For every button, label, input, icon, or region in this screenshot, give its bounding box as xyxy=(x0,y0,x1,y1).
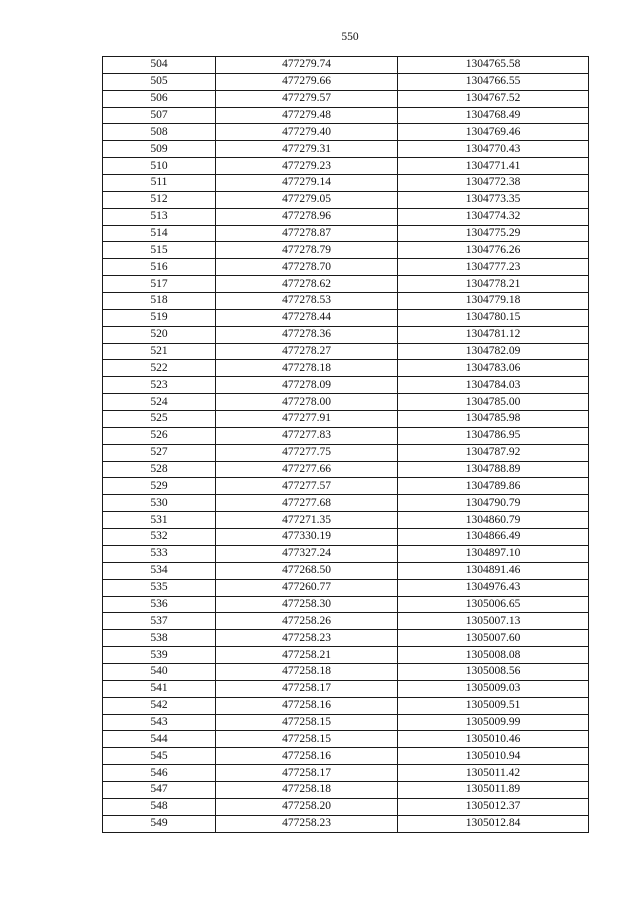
cell-y-coordinate: 1304770.43 xyxy=(398,141,589,158)
cell-y-coordinate: 1304768.49 xyxy=(398,107,589,124)
table-row xyxy=(103,394,589,411)
table-row xyxy=(103,579,589,596)
cell-point-number: 538 xyxy=(103,630,216,647)
table-row xyxy=(103,478,589,495)
cell-x-coordinate: 477258.18 xyxy=(216,781,398,798)
cell-point-number: 548 xyxy=(103,798,216,815)
cell-point-number: 510 xyxy=(103,158,216,175)
cell-point-number: 523 xyxy=(103,377,216,394)
table-row xyxy=(103,90,589,107)
cell-x-coordinate: 477279.48 xyxy=(216,107,398,124)
table-row xyxy=(103,512,589,529)
cell-y-coordinate: 1305009.51 xyxy=(398,697,589,714)
cell-point-number: 524 xyxy=(103,394,216,411)
cell-y-coordinate: 1304781.12 xyxy=(398,326,589,343)
cell-y-coordinate: 1304774.32 xyxy=(398,208,589,225)
table-row xyxy=(103,529,589,546)
cell-x-coordinate: 477277.83 xyxy=(216,427,398,444)
cell-x-coordinate: 477278.18 xyxy=(216,360,398,377)
cell-y-coordinate: 1304860.79 xyxy=(398,512,589,529)
cell-x-coordinate: 477278.44 xyxy=(216,309,398,326)
cell-point-number: 520 xyxy=(103,326,216,343)
cell-y-coordinate: 1304897.10 xyxy=(398,545,589,562)
table-row xyxy=(103,225,589,242)
cell-x-coordinate: 477258.16 xyxy=(216,697,398,714)
cell-x-coordinate: 477268.50 xyxy=(216,562,398,579)
cell-y-coordinate: 1304785.00 xyxy=(398,394,589,411)
cell-point-number: 516 xyxy=(103,259,216,276)
table-row xyxy=(103,124,589,141)
cell-point-number: 517 xyxy=(103,276,216,293)
cell-point-number: 515 xyxy=(103,242,216,259)
cell-y-coordinate: 1305010.46 xyxy=(398,731,589,748)
cell-y-coordinate: 1305008.56 xyxy=(398,663,589,680)
table-row xyxy=(103,613,589,630)
cell-x-coordinate: 477279.31 xyxy=(216,141,398,158)
page-number: 550 xyxy=(341,31,359,43)
table-row xyxy=(103,242,589,259)
cell-y-coordinate: 1304766.55 xyxy=(398,73,589,90)
table-row xyxy=(103,377,589,394)
cell-x-coordinate: 477278.70 xyxy=(216,259,398,276)
cell-x-coordinate: 477278.00 xyxy=(216,394,398,411)
cell-x-coordinate: 477258.30 xyxy=(216,596,398,613)
cell-point-number: 519 xyxy=(103,309,216,326)
table-row xyxy=(103,107,589,124)
table-row xyxy=(103,175,589,192)
table-row xyxy=(103,141,589,158)
cell-point-number: 508 xyxy=(103,124,216,141)
cell-x-coordinate: 477258.23 xyxy=(216,630,398,647)
cell-point-number: 542 xyxy=(103,697,216,714)
cell-y-coordinate: 1304783.06 xyxy=(398,360,589,377)
table-row xyxy=(103,680,589,697)
cell-x-coordinate: 477258.23 xyxy=(216,815,398,832)
table-row xyxy=(103,495,589,512)
cell-x-coordinate: 477258.21 xyxy=(216,647,398,664)
cell-y-coordinate: 1304787.92 xyxy=(398,444,589,461)
cell-y-coordinate: 1305006.65 xyxy=(398,596,589,613)
cell-x-coordinate: 477277.68 xyxy=(216,495,398,512)
cell-x-coordinate: 477279.66 xyxy=(216,73,398,90)
cell-x-coordinate: 477279.57 xyxy=(216,90,398,107)
cell-point-number: 536 xyxy=(103,596,216,613)
table-row xyxy=(103,663,589,680)
table-row xyxy=(103,630,589,647)
cell-point-number: 541 xyxy=(103,680,216,697)
cell-y-coordinate: 1304785.98 xyxy=(398,411,589,428)
cell-y-coordinate: 1304776.26 xyxy=(398,242,589,259)
cell-x-coordinate: 477277.91 xyxy=(216,411,398,428)
table-row xyxy=(103,208,589,225)
table-row xyxy=(103,73,589,90)
table-row xyxy=(103,191,589,208)
coordinates-table-body xyxy=(103,57,589,833)
table-row xyxy=(103,815,589,832)
cell-x-coordinate: 477278.27 xyxy=(216,343,398,360)
cell-point-number: 544 xyxy=(103,731,216,748)
table-row xyxy=(103,411,589,428)
cell-x-coordinate: 477278.87 xyxy=(216,225,398,242)
cell-y-coordinate: 1304780.15 xyxy=(398,309,589,326)
cell-y-coordinate: 1305010.94 xyxy=(398,748,589,765)
cell-y-coordinate: 1304772.38 xyxy=(398,175,589,192)
cell-point-number: 529 xyxy=(103,478,216,495)
cell-x-coordinate: 477278.53 xyxy=(216,293,398,310)
cell-point-number: 531 xyxy=(103,512,216,529)
cell-x-coordinate: 477278.09 xyxy=(216,377,398,394)
cell-point-number: 504 xyxy=(103,57,216,74)
cell-y-coordinate: 1304773.35 xyxy=(398,191,589,208)
cell-point-number: 546 xyxy=(103,765,216,782)
cell-point-number: 527 xyxy=(103,444,216,461)
table-row xyxy=(103,427,589,444)
cell-point-number: 532 xyxy=(103,529,216,546)
cell-point-number: 530 xyxy=(103,495,216,512)
table-row xyxy=(103,731,589,748)
cell-point-number: 535 xyxy=(103,579,216,596)
table-row xyxy=(103,276,589,293)
table-row xyxy=(103,360,589,377)
cell-y-coordinate: 1305012.37 xyxy=(398,798,589,815)
cell-x-coordinate: 477278.79 xyxy=(216,242,398,259)
cell-point-number: 507 xyxy=(103,107,216,124)
table-row xyxy=(103,343,589,360)
cell-x-coordinate: 477279.40 xyxy=(216,124,398,141)
cell-y-coordinate: 1304778.21 xyxy=(398,276,589,293)
cell-x-coordinate: 477277.75 xyxy=(216,444,398,461)
table-row xyxy=(103,158,589,175)
table-row xyxy=(103,781,589,798)
cell-point-number: 533 xyxy=(103,545,216,562)
cell-y-coordinate: 1304866.49 xyxy=(398,529,589,546)
cell-point-number: 511 xyxy=(103,175,216,192)
cell-y-coordinate: 1305008.08 xyxy=(398,647,589,664)
table-row xyxy=(103,57,589,74)
cell-x-coordinate: 477279.05 xyxy=(216,191,398,208)
cell-point-number: 518 xyxy=(103,293,216,310)
cell-y-coordinate: 1305007.13 xyxy=(398,613,589,630)
cell-point-number: 528 xyxy=(103,461,216,478)
cell-x-coordinate: 477277.57 xyxy=(216,478,398,495)
cell-x-coordinate: 477279.14 xyxy=(216,175,398,192)
cell-x-coordinate: 477279.74 xyxy=(216,57,398,74)
cell-y-coordinate: 1305009.99 xyxy=(398,714,589,731)
cell-x-coordinate: 477258.26 xyxy=(216,613,398,630)
table-row xyxy=(103,309,589,326)
cell-y-coordinate: 1304771.41 xyxy=(398,158,589,175)
cell-y-coordinate: 1304976.43 xyxy=(398,579,589,596)
cell-x-coordinate: 477258.15 xyxy=(216,714,398,731)
cell-point-number: 509 xyxy=(103,141,216,158)
cell-y-coordinate: 1304789.86 xyxy=(398,478,589,495)
cell-y-coordinate: 1304775.29 xyxy=(398,225,589,242)
table-row xyxy=(103,444,589,461)
cell-y-coordinate: 1305011.89 xyxy=(398,781,589,798)
cell-point-number: 539 xyxy=(103,647,216,664)
cell-y-coordinate: 1305009.03 xyxy=(398,680,589,697)
cell-point-number: 522 xyxy=(103,360,216,377)
cell-y-coordinate: 1304765.58 xyxy=(398,57,589,74)
cell-y-coordinate: 1304782.09 xyxy=(398,343,589,360)
table-row xyxy=(103,596,589,613)
cell-point-number: 521 xyxy=(103,343,216,360)
cell-x-coordinate: 477258.17 xyxy=(216,680,398,697)
coordinates-table xyxy=(102,56,589,833)
cell-point-number: 545 xyxy=(103,748,216,765)
cell-x-coordinate: 477258.18 xyxy=(216,663,398,680)
cell-point-number: 534 xyxy=(103,562,216,579)
table-row xyxy=(103,461,589,478)
cell-point-number: 537 xyxy=(103,613,216,630)
cell-y-coordinate: 1304790.79 xyxy=(398,495,589,512)
cell-x-coordinate: 477258.15 xyxy=(216,731,398,748)
table-row xyxy=(103,748,589,765)
cell-y-coordinate: 1304777.23 xyxy=(398,259,589,276)
table-row xyxy=(103,647,589,664)
cell-y-coordinate: 1304786.95 xyxy=(398,427,589,444)
table-row xyxy=(103,293,589,310)
cell-point-number: 540 xyxy=(103,663,216,680)
cell-y-coordinate: 1305011.42 xyxy=(398,765,589,782)
cell-x-coordinate: 477271.35 xyxy=(216,512,398,529)
cell-point-number: 512 xyxy=(103,191,216,208)
table-row xyxy=(103,545,589,562)
cell-y-coordinate: 1304769.46 xyxy=(398,124,589,141)
cell-point-number: 547 xyxy=(103,781,216,798)
cell-x-coordinate: 477260.77 xyxy=(216,579,398,596)
cell-point-number: 526 xyxy=(103,427,216,444)
cell-y-coordinate: 1304779.18 xyxy=(398,293,589,310)
cell-point-number: 514 xyxy=(103,225,216,242)
cell-y-coordinate: 1304767.52 xyxy=(398,90,589,107)
cell-point-number: 513 xyxy=(103,208,216,225)
table-row xyxy=(103,697,589,714)
cell-x-coordinate: 477279.23 xyxy=(216,158,398,175)
cell-x-coordinate: 477277.66 xyxy=(216,461,398,478)
cell-point-number: 506 xyxy=(103,90,216,107)
cell-x-coordinate: 477327.24 xyxy=(216,545,398,562)
cell-x-coordinate: 477278.36 xyxy=(216,326,398,343)
cell-x-coordinate: 477258.17 xyxy=(216,765,398,782)
cell-point-number: 549 xyxy=(103,815,216,832)
cell-y-coordinate: 1304784.03 xyxy=(398,377,589,394)
cell-y-coordinate: 1305007.60 xyxy=(398,630,589,647)
cell-x-coordinate: 477278.96 xyxy=(216,208,398,225)
cell-x-coordinate: 477258.20 xyxy=(216,798,398,815)
table-row xyxy=(103,326,589,343)
cell-point-number: 525 xyxy=(103,411,216,428)
cell-point-number: 505 xyxy=(103,73,216,90)
cell-point-number: 543 xyxy=(103,714,216,731)
table-row xyxy=(103,714,589,731)
cell-x-coordinate: 477278.62 xyxy=(216,276,398,293)
cell-y-coordinate: 1304788.89 xyxy=(398,461,589,478)
table-row xyxy=(103,765,589,782)
cell-y-coordinate: 1305012.84 xyxy=(398,815,589,832)
cell-y-coordinate: 1304891.46 xyxy=(398,562,589,579)
table-row xyxy=(103,259,589,276)
cell-x-coordinate: 477258.16 xyxy=(216,748,398,765)
table-row xyxy=(103,798,589,815)
table-row xyxy=(103,562,589,579)
cell-x-coordinate: 477330.19 xyxy=(216,529,398,546)
